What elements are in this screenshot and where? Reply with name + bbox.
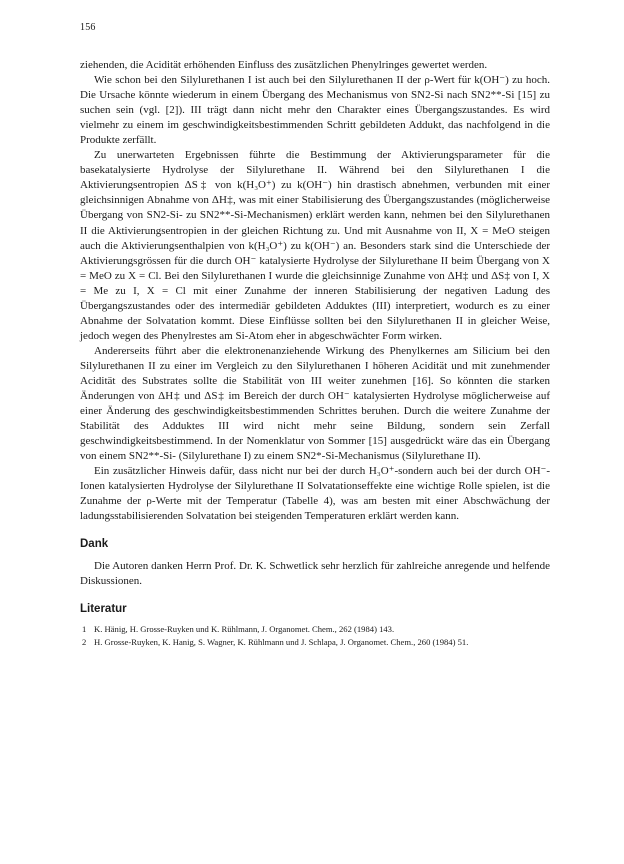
dank-heading: Dank [80, 538, 109, 551]
literatur-heading: Literatur [80, 603, 127, 616]
dank-text: Die Autoren danken Herrn Prof. Dr. K. Schwetlick sehr herzlich für zahlreiche anregende und helfende Diskussionen. [80, 560, 550, 588]
reference-text: H. Grosse-Ruyken, K. Hanig, S. Wagner, K. Rühlmann und J. Schlapa, J. Organomet. Chem., 260 (1984) 51. [94, 636, 469, 647]
reference-number: 1 [82, 624, 87, 635]
paragraph-continuation: ziehenden, die Acidität erhöhenden Einfluss des zusätzlichen Phenylringes gewertet werden. [80, 59, 488, 71]
reference-text: K. Hänig, H. Grosse-Ruyken und K. Rühlmann, J. Organomet. Chem., 262 (1984) 143. [94, 624, 395, 635]
paragraph-solvation: Ein zusätzlicher Hinweis dafür, dass nicht nur bei der durch H₃O⁺-sondern auch bei der durch OH⁻-Ionen katalysierten Hydrolyse der Silylurethane II Solvatationseffekte eine wichtige Rolle spielen, ist die Zunahme der ρ-Werte mit der Temperatur (Tabelle 4), was am besten mit einer Abschwächung der ladungsstabilisierenden Solvatation bei steigenden Temperaturen erklärt werden kann. [80, 465, 550, 523]
reference-item [80, 624, 550, 636]
reference-item [80, 637, 550, 649]
paragraph-rho-value: Wie schon bei den Silylurethanen I ist auch bei den Silylurethanen II der ρ-Wert für k(OH⁻) zu hoch. Die Ursache könnte wiederum in einem Übergang des Mechanismus von SN2-Si nach SN2**-Si [15] zu suchen sein (vgl. [2]). III trägt dann nicht mehr den Charakter eines Übergangszustandes. Es wird vielmehr zu einem im geschwindigkeitsbestimmenden Schritt gebildeten Addukt, das nachfolgend in die Produkte zerfällt. [80, 74, 550, 147]
article-body [80, 58, 550, 649]
reference-number: 2 [82, 636, 87, 647]
reference-list [80, 624, 550, 648]
page-number: 156 [80, 22, 96, 33]
paragraph-activation-parameters: Zu unerwarteten Ergebnissen führte die Bestimmung der Aktivierungsparameter für die basekatalysierte Hydrolyse der Silylurethane II. Während bei den Silylurethanen I die Aktivierungsentropien ΔS‡ von k(H₃O⁺) zu k(OH⁻) hin drastisch abnehmen, verbunden mit einer gleichsinnigen Abnahme von ΔH‡, was mit einer Stabilisierung des Übergangszustandes (möglicherweise Übergang von SN2-Si- zu SN2**-Si-Mechanismen) erklärt werden kann, nehmen bei den Silylurethanen II die Aktivierungsentropien in der gleichen Richtung zu. Und mit Ausnahme von II, X = MeO steigen auch die Aktivierungsenthalpien von k(H₃O⁺) zu k(OH⁻) an. Besonders stark sind die Unterschiede der Aktivierungsgrössen für die durch OH⁻ katalysierte Hydrolyse der Silylurethane II beim Übergang von X = MeO zu X = Cl. Bei den Silylurethanen I wurde die gleichsinnige Zunahme von ΔH‡ und ΔS‡ von I, X = Me zu I, X = Cl mit einer Zunahme der inneren Stabilisierung der negativen Ladung des Übergangszustandes oder des intermediär gebildeten Adduktes (III) interpretiert, wodurch es zu einer Abnahme der Solvatation kommt. Diese Einflüsse sollten bei den Silylurethanen II in gleicher Weise, jedoch wegen des Phenylrestes am Si-Atom eher in abgeschwächter Form wirken. [80, 149, 550, 342]
paragraph-phenyl-effect: Andererseits führt aber die elektronenanziehende Wirkung des Phenylkernes am Silicium bei den Silylurethanen II zu einer im Vergleich zu den Silylurethanen I höheren Acidität und mit zunehmender Acidität des Substrates sollte die Stabilität von III weiter zunehmen [16]. So könnten die starken Änderungen von ΔH‡ und ΔS‡ im Bereich der durch OH⁻ katalysierten Hydrolyse möglicherweise auf einer Änderung des geschwindigkeitsbestimmenden Schrittes beruhen. Durch die weitere Zunahme der Stabilität des Adduktes III wird nicht mehr seine Bildung, sondern sein Zerfall geschwindigkeitsbestimmend. In der Nomenklatur von Sommer [15] ausgedrückt wäre das ein Übergang von einem SN2**-Si- (Silylurethane I) zu einem SN2*-Si-Mechanismus (Silylurethane II). [80, 344, 550, 463]
